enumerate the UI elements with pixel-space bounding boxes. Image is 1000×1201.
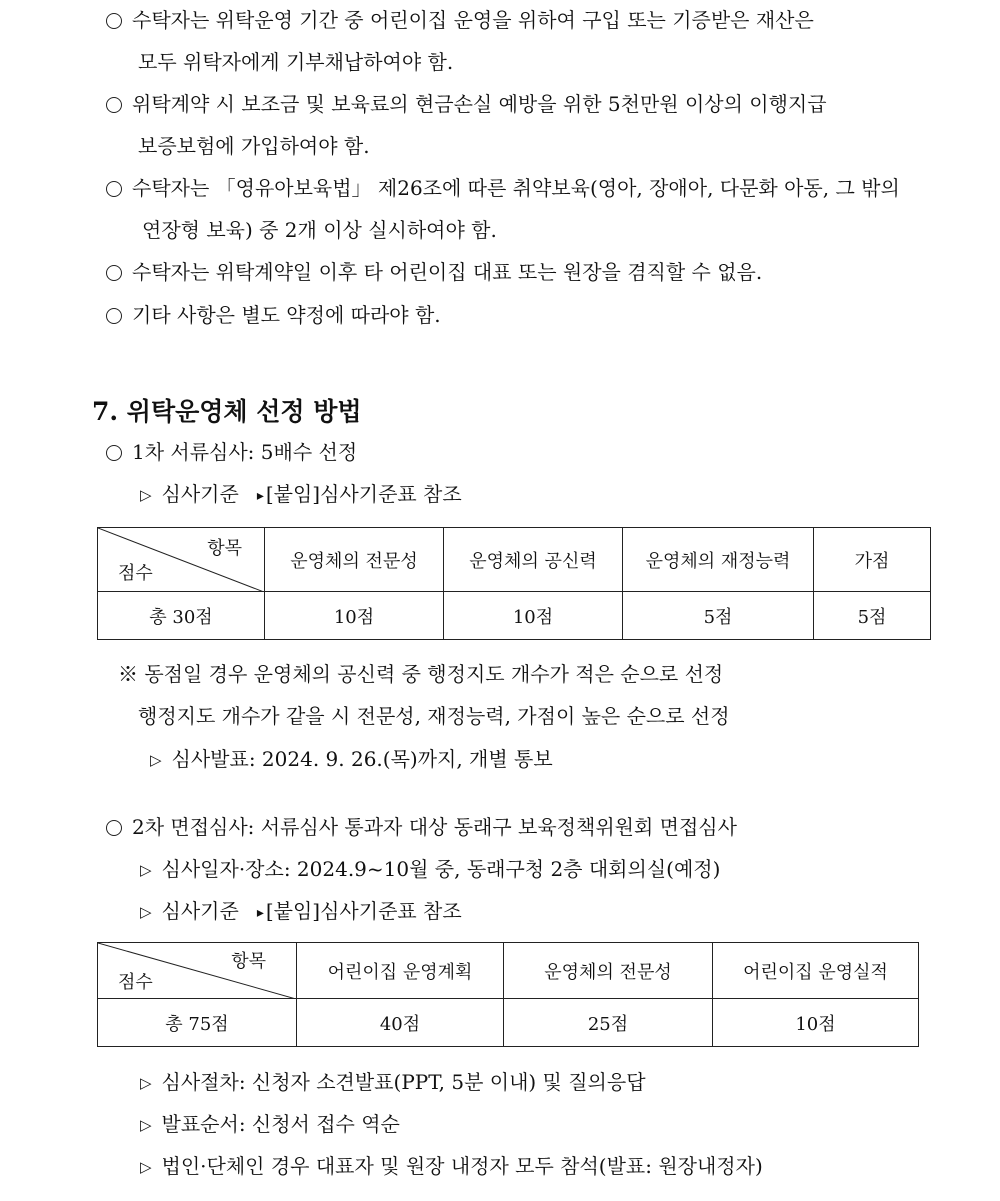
attend-line: ▷ 법인·단체인 경우 대표자 및 원장 내정자 모두 참석(발표: 원장내정자) <box>140 1152 763 1181</box>
column-header: 운영체의 공신력 <box>444 528 623 592</box>
column-header: 운영체의 재정능력 <box>623 528 814 592</box>
arrow-marker-icon: ▸ <box>256 488 264 504</box>
circle-bullet-icon <box>106 265 122 281</box>
procedure-line: ▷ 심사절차: 신청자 소견발표(PPT, 5분 이내) 및 질의응답 <box>140 1068 646 1097</box>
date-place-line: ▷ 심사일자·장소: 2024.9~10월 중, 동래구청 2층 대회의실(예정) <box>140 855 720 884</box>
intro-item-1: 수탁자는 위탁운영 기간 중 어린이집 운영을 위하여 구입 또는 기증받은 재산은 <box>106 6 814 34</box>
row-label: 총 75점 <box>98 999 297 1047</box>
column-header: 어린이집 운영계획 <box>297 943 504 999</box>
intro-item-5: 기타 사항은 별도 약정에 따라야 함. <box>106 301 441 329</box>
first-criteria: ▷ 심사기준 ▸ [붙임]심사기준표 참조 <box>140 480 462 510</box>
circle-bullet-icon <box>106 97 122 113</box>
second-criteria: ▷ 심사기준 ▸ [붙임]심사기준표 참조 <box>140 897 462 927</box>
intro-item-2: 위탁계약 시 보조금 및 보육료의 현금손실 예방을 위한 5천만원 이상의 이행지급 <box>106 90 827 118</box>
first-stage-heading: 1차 서류심사: 5배수 선정 <box>106 438 357 466</box>
triangle-bullet-icon: ▷ <box>140 861 152 879</box>
circle-bullet-icon <box>106 181 122 197</box>
score-cell: 10점 <box>444 592 623 640</box>
header-score-label: 점수 <box>118 972 153 993</box>
column-header: 가점 <box>814 528 931 592</box>
triangle-bullet-icon: ▷ <box>140 1074 152 1092</box>
intro-item-1-cont: 모두 위탁자에게 기부채납하여야 함. <box>138 50 454 74</box>
column-header: 어린이집 운영실적 <box>713 943 919 999</box>
diag-header-cell <box>98 528 265 592</box>
triangle-bullet-icon: ▷ <box>140 903 152 921</box>
announce-line: ▷ 심사발표: 2024. 9. 26.(목)까지, 개별 통보 <box>150 745 553 774</box>
header-item-label: 항목 <box>207 538 242 559</box>
score-cell: 10점 <box>265 592 444 640</box>
diag-header-cell <box>98 943 297 999</box>
circle-bullet-icon <box>106 13 122 29</box>
circle-bullet-icon <box>106 308 122 324</box>
intro-item-2-cont: 보증보험에 가입하여야 함. <box>138 134 370 158</box>
circle-bullet-icon <box>106 445 122 461</box>
column-header: 운영체의 전문성 <box>265 528 444 592</box>
score-cell: 5점 <box>814 592 931 640</box>
score-cell: 10점 <box>713 999 919 1047</box>
intro-item-4: 수탁자는 위탁계약일 이후 타 어린이집 대표 또는 원장을 겸직할 수 없음. <box>106 258 762 286</box>
second-score-table <box>97 942 919 1047</box>
score-cell: 5점 <box>623 592 814 640</box>
intro-item-3: 수탁자는 「영유아보육법」 제26조에 따른 취약보육(영아, 장애아, 다문화 아동, 그 밖의 <box>106 174 900 202</box>
header-score-label: 점수 <box>118 563 153 584</box>
column-header: 운영체의 전문성 <box>504 943 713 999</box>
score-cell: 40점 <box>297 999 504 1047</box>
circle-bullet-icon <box>106 820 122 836</box>
header-item-label: 항목 <box>231 951 266 972</box>
note-line-2: 행정지도 개수가 같을 시 전문성, 재정능력, 가점이 높은 순으로 선정 <box>138 704 730 728</box>
second-stage-heading: 2차 면접심사: 서류심사 통과자 대상 동래구 보육정책위원회 면접심사 <box>106 813 737 841</box>
arrow-marker-icon: ▸ <box>256 905 264 921</box>
section-title: 7. 위탁운영체 선정 방법 <box>92 397 362 426</box>
triangle-bullet-icon: ▷ <box>150 751 162 769</box>
reference-mark-icon: ※ <box>118 662 138 686</box>
triangle-bullet-icon: ▷ <box>140 1158 152 1176</box>
triangle-bullet-icon: ▷ <box>140 486 152 504</box>
triangle-bullet-icon: ▷ <box>140 1116 152 1134</box>
row-label: 총 30점 <box>98 592 265 640</box>
order-line: ▷ 발표순서: 신청서 접수 역순 <box>140 1110 400 1139</box>
score-cell: 25점 <box>504 999 713 1047</box>
note-line-1: ※ 동점일 경우 운영체의 공신력 중 행정지도 개수가 적은 순으로 선정 <box>118 662 724 686</box>
first-score-table <box>97 527 931 640</box>
intro-item-3-cont: 연장형 보육) 중 2개 이상 실시하여야 함. <box>142 218 497 242</box>
